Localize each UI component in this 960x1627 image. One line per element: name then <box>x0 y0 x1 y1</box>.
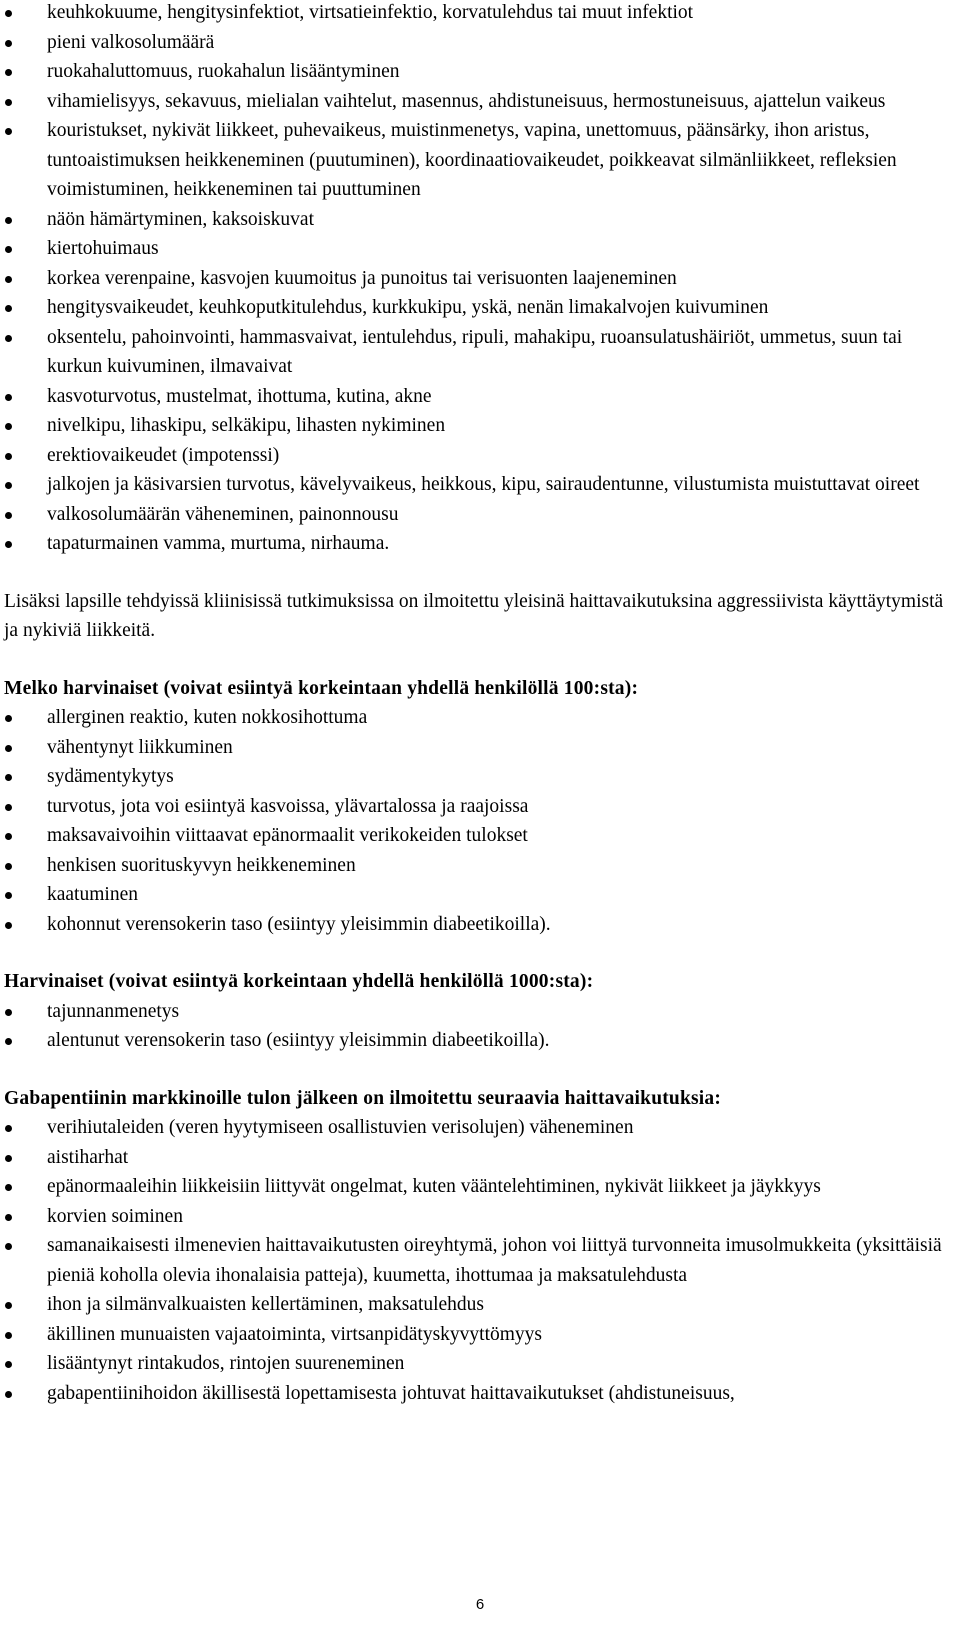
list-item-text: epänormaaleihin liikkeisiin liittyvät ongelmat, kuten vääntelehtiminen, nykivät liikkeet ja jäykkyys <box>47 1176 821 1197</box>
list-item-text: tapaturmainen vamma, murtuma, nirhauma. <box>47 533 390 554</box>
page-content <box>4 0 948 1408</box>
list-item <box>4 234 948 264</box>
list-item <box>4 1320 948 1350</box>
list-item-text: kohonnut verensokerin taso (esiintyy yleisimmin diabeetikoilla). <box>47 913 551 935</box>
spacer <box>4 646 948 674</box>
spacer <box>4 559 948 587</box>
list-item <box>4 997 948 1027</box>
postmarketing-heading: Gabapentiinin markkinoille tulon jälkeen on ilmoitettu seuraavia haittavaikutuksia: <box>4 1087 722 1109</box>
list-item <box>4 1113 948 1143</box>
list-item <box>4 323 948 382</box>
list-item <box>4 821 948 851</box>
list-item-text: kasvoturvotus, mustelmat, ihottuma, kutina, akne <box>47 385 432 407</box>
list-item-text: pieni valkosolumäärä <box>47 31 215 53</box>
list-item-text: maksavaivoihin viittaavat epänormaalit verikokeiden tulokset <box>47 825 528 846</box>
list-item-text: kiertohuimaus <box>47 238 159 259</box>
list-item <box>4 205 948 235</box>
list-item <box>4 1349 948 1379</box>
page-number: 6 <box>475 1596 485 1613</box>
list-item-text: sydämentykytys <box>47 766 174 787</box>
list-item <box>4 57 948 87</box>
list-item <box>4 116 948 205</box>
list-item <box>4 529 948 559</box>
list-item <box>4 733 948 763</box>
list-item <box>4 792 948 822</box>
list-item-text: hengitysvaikeudet, keuhkoputkitulehdus, kurkkukipu, yskä, nenän limakalvojen kuivuminen <box>47 297 769 318</box>
list-item-text: valkosolumäärän väheneminen, painonnousu <box>47 503 399 525</box>
list-item <box>4 87 948 117</box>
uncommon-effects-list <box>4 703 948 939</box>
rare-heading: Harvinaiset (voivat esiintyä korkeintaan yhdellä henkilöllä 1000:sta): <box>4 971 594 992</box>
list-item <box>4 382 948 412</box>
list-item-text: oksentelu, pahoinvointi, hammasvaivat, ientulehdus, ripuli, mahakipu, ruoansulatushäiriöt, ummetus, suun tai kurkun kuivuminen, ilmavaivat <box>47 326 903 377</box>
list-item-text: vihamielisyys, sekavuus, mielialan vaihtelut, masennus, ahdistuneisuus, hermostuneisuus, ajattelun vaikeus <box>47 90 886 112</box>
list-item-text: samanaikaisesti ilmenevien haittavaikutusten oireyhtymä, johon voi liittyä turvonneita imusolmukkeita (yksittäisiä pieniä koholla olevia ihonalaisia patteja), kuumetta, ihottumaa ja maksatulehdusta <box>47 1235 942 1286</box>
list-item-text: erektiovaikeudet (impotenssi) <box>47 444 280 466</box>
list-item <box>4 500 948 530</box>
list-item-text: allerginen reaktio, kuten nokkosihottuma <box>47 707 368 728</box>
list-item-text: jalkojen ja käsivarsien turvotus, kävelyvaikeus, heikkous, kipu, sairaudentunne, vilustumista muistuttavat oireet <box>47 474 920 495</box>
list-item <box>4 762 948 792</box>
list-item <box>4 851 948 881</box>
list-item-text: turvotus, jota voi esiintyä kasvoissa, ylävartalossa ja raajoissa <box>47 795 529 817</box>
uncommon-heading: Melko harvinaiset (voivat esiintyä korkeintaan yhdellä henkilöllä 100:sta): <box>4 677 639 699</box>
list-item <box>4 1202 948 1232</box>
list-item <box>4 470 948 500</box>
list-item <box>4 28 948 58</box>
list-item-text: vähentynyt liikkuminen <box>47 736 233 758</box>
list-item-text: näön hämärtyminen, kaksoiskuvat <box>47 208 314 230</box>
list-item <box>4 1379 948 1409</box>
list-item <box>4 441 948 471</box>
list-item-text: aistiharhat <box>47 1146 129 1168</box>
list-item-text: äkillinen munuaisten vajaatoiminta, virtsanpidätyskyvyttömyys <box>47 1323 543 1345</box>
list-item <box>4 293 948 323</box>
list-item-text: lisääntynyt rintakudos, rintojen suureneminen <box>47 1353 405 1374</box>
list-item-text: ruokahaluttomuus, ruokahalun lisääntyminen <box>47 61 400 82</box>
list-item-text: gabapentiinihoidon äkillisestä lopettamisesta johtuvat haittavaikutukset (ahdistuneisuus, <box>47 1382 735 1404</box>
list-item-text: korvien soiminen <box>47 1205 183 1227</box>
list-item <box>4 264 948 294</box>
list-item <box>4 880 948 910</box>
list-item-text: ihon ja silmänvalkuaisten kellertäminen, maksatulehdus <box>47 1294 485 1315</box>
list-item-text: keuhkokuume, hengitysinfektiot, virtsatieinfektio, korvatulehdus tai muut infektiot <box>47 2 694 23</box>
list-item-text: nivelkipu, lihaskipu, selkäkipu, lihasten nykiminen <box>47 415 446 436</box>
list-item <box>4 411 948 441</box>
list-item <box>4 1290 948 1320</box>
common-effects-list <box>4 0 948 559</box>
list-item-text: henkisen suorituskyvyn heikkeneminen <box>47 854 356 876</box>
list-item-text: alentunut verensokerin taso (esiintyy yleisimmin diabeetikoilla). <box>47 1030 550 1051</box>
list-item-text: korkea verenpaine, kasvojen kuumoitus ja punoitus tai verisuonten laajeneminen <box>47 267 677 289</box>
list-item <box>4 1026 948 1056</box>
list-item-text: tajunnanmenetys <box>47 1000 180 1022</box>
list-item <box>4 1231 948 1290</box>
list-item-text: kouristukset, nykivät liikkeet, puhevaikeus, muistinmenetys, vapina, unettomuus, päänsärky, ihon aristus, tuntoaistimuksen heikkeneminen (puutuminen), koordinaatiovaikeudet, poikkeavat silmänliikkeet, refleksien voimistuminen, heikkeneminen tai puuttuminen <box>47 120 897 200</box>
list-item-text: kaatuminen <box>47 884 138 905</box>
spacer <box>4 1056 948 1084</box>
spacer <box>4 939 948 967</box>
list-item <box>4 0 948 28</box>
postmarketing-effects-list <box>4 1113 948 1408</box>
children-paragraph: Lisäksi lapsille tehdyissä kliinisissä tutkimuksissa on ilmoitettu yleisinä haittavaikutuksina aggressiivista käyttäytymistä ja nykiviä liikkeitä. <box>4 590 944 641</box>
list-item-text: verihiutaleiden (veren hyytymiseen osallistuvien verisolujen) väheneminen <box>47 1117 634 1138</box>
list-item <box>4 910 948 940</box>
rare-effects-list <box>4 997 948 1056</box>
list-item <box>4 1172 948 1202</box>
list-item <box>4 1143 948 1173</box>
list-item <box>4 703 948 733</box>
